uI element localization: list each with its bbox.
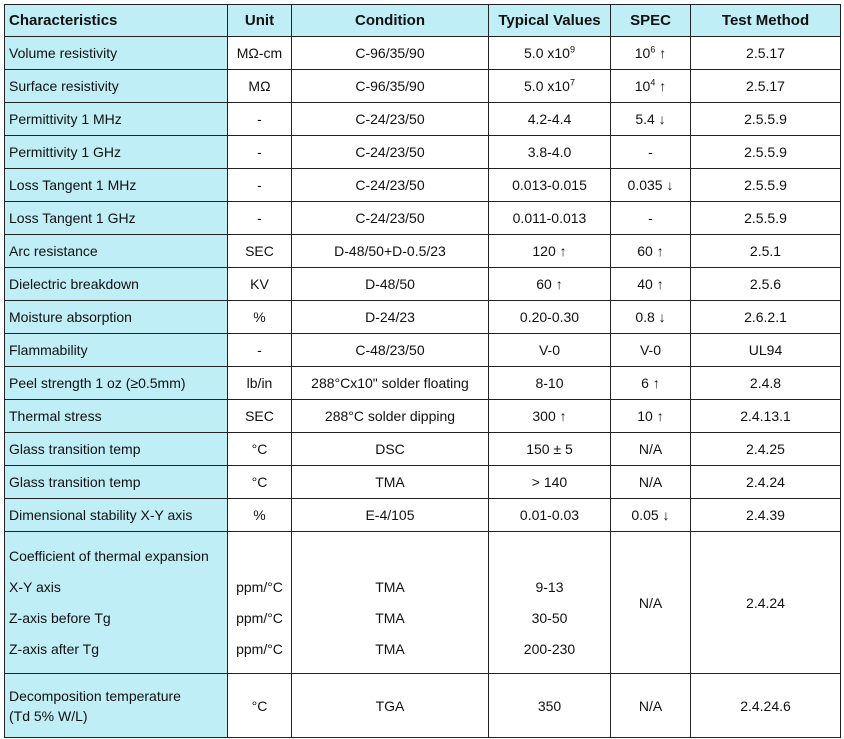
cte-line-typical: 200-230 (523, 641, 576, 657)
typical-cell: 150 ± 5 (489, 433, 611, 466)
unit-cell: - (228, 103, 292, 136)
cte-blank (296, 540, 484, 572)
characteristic-cell: Flammability (5, 334, 228, 367)
cte-unit-cell (228, 532, 292, 674)
method-cell: 2.5.6 (691, 268, 841, 301)
condition-cell: C-24/23/50 (292, 103, 489, 136)
typical-cell (489, 37, 611, 70)
method-cell: UL94 (691, 334, 841, 367)
cte-line-condition: TMA (375, 579, 405, 595)
spec-cell: - (611, 202, 691, 235)
cte-title: Coefficient of thermal expansion (9, 548, 209, 564)
cte-line-name: Z-axis after Tg (9, 641, 99, 657)
decomposition-name-line2: (Td 5% W/L) (9, 707, 88, 724)
cte-line-name: X-Y axis (9, 579, 61, 595)
unit-cell: MΩ (228, 70, 292, 103)
method-cell: 2.6.2.1 (691, 301, 841, 334)
spec-cell: 0.035 ↓ (611, 169, 691, 202)
cte-blank (493, 540, 606, 572)
header-condition: Condition (292, 5, 489, 37)
header-typical-values: Typical Values (489, 5, 611, 37)
method-cell: 2.4.13.1 (691, 400, 841, 433)
characteristic-cell: Dielectric breakdown (5, 268, 228, 301)
cte-line-unit: ppm/°C (236, 610, 283, 626)
unit-cell: °C (228, 433, 292, 466)
spec-cell: 0.05 ↓ (611, 499, 691, 532)
table-row (5, 70, 841, 103)
table-row (5, 433, 841, 466)
spec-exponent: 4 (650, 77, 656, 88)
condition-cell: TGA (292, 674, 489, 738)
condition-cell: D-48/50 (292, 268, 489, 301)
cte-blank (232, 540, 287, 572)
table-row (5, 367, 841, 400)
spec-exponent: 6 (650, 44, 656, 55)
typical-cell: 60 ↑ (489, 268, 611, 301)
typical-cell: 300 ↑ (489, 400, 611, 433)
cte-line-condition: TMA (375, 641, 405, 657)
typical-cell: 350 (489, 674, 611, 738)
unit-cell: °C (228, 466, 292, 499)
spec-cell: 0.8 ↓ (611, 301, 691, 334)
characteristic-cell: Dimensional stability X-Y axis (5, 499, 228, 532)
spec-cell: 10 ↑ (611, 400, 691, 433)
spec-base: 10 (634, 78, 651, 94)
spec-cell: V-0 (611, 334, 691, 367)
header-unit: Unit (228, 5, 292, 37)
unit-cell: lb/in (228, 367, 292, 400)
unit-cell: SEC (228, 235, 292, 268)
properties-table (4, 4, 841, 738)
unit-cell: - (228, 202, 292, 235)
condition-cell: D-24/23 (292, 301, 489, 334)
cte-typical-cell (489, 532, 611, 674)
characteristic-cell: Loss Tangent 1 MHz (5, 169, 228, 202)
spec-cell (611, 37, 691, 70)
condition-cell: 288°Cx10" solder floating (292, 367, 489, 400)
typical-cell: 0.011-0.013 (489, 202, 611, 235)
characteristic-cell: Arc resistance (5, 235, 228, 268)
characteristic-cell: Moisture absorption (5, 301, 228, 334)
typical-cell (489, 70, 611, 103)
decomposition-characteristic-cell (5, 674, 228, 738)
characteristic-cell: Thermal stress (5, 400, 228, 433)
table-row (5, 400, 841, 433)
header-spec: SPEC (611, 5, 691, 37)
unit-cell: % (228, 301, 292, 334)
typical-cell: 120 ↑ (489, 235, 611, 268)
unit-cell: - (228, 136, 292, 169)
condition-cell: C-24/23/50 (292, 136, 489, 169)
method-cell: 2.5.1 (691, 235, 841, 268)
typical-exponent: 9 (569, 44, 575, 55)
spec-cell (611, 70, 691, 103)
method-cell: 2.5.5.9 (691, 202, 841, 235)
typical-cell: 8-10 (489, 367, 611, 400)
unit-cell: MΩ-cm (228, 37, 292, 70)
table-row (5, 103, 841, 136)
method-cell: 2.5.5.9 (691, 103, 841, 136)
condition-cell: C-24/23/50 (292, 169, 489, 202)
characteristic-cell: Peel strength 1 oz (≥0.5mm) (5, 367, 228, 400)
characteristic-cell: Permittivity 1 MHz (5, 103, 228, 136)
table-row (5, 136, 841, 169)
condition-cell: TMA (292, 466, 489, 499)
condition-cell: DSC (292, 433, 489, 466)
characteristic-cell: Loss Tangent 1 GHz (5, 202, 228, 235)
table-row (5, 466, 841, 499)
condition-cell: C-48/23/50 (292, 334, 489, 367)
condition-cell: C-96/35/90 (292, 37, 489, 70)
method-cell: 2.4.24.6 (691, 674, 841, 738)
spec-cell: 40 ↑ (611, 268, 691, 301)
spec-arrow: ↑ (655, 78, 667, 94)
spec-cell: - (611, 136, 691, 169)
cte-line-name: Z-axis before Tg (9, 610, 111, 626)
cte-line-unit: ppm/°C (236, 579, 283, 595)
spec-base: 10 (634, 45, 651, 61)
decomposition-row (5, 674, 841, 738)
header-characteristics: Characteristics (5, 5, 228, 37)
table-row (5, 268, 841, 301)
table-row (5, 235, 841, 268)
table-row (5, 37, 841, 70)
table-row (5, 169, 841, 202)
method-cell: 2.4.25 (691, 433, 841, 466)
characteristic-cell: Volume resistivity (5, 37, 228, 70)
method-cell: 2.5.17 (691, 70, 841, 103)
header-row (5, 5, 841, 37)
cte-spec-cell: N/A (611, 532, 691, 674)
spec-cell: N/A (611, 466, 691, 499)
unit-cell: SEC (228, 400, 292, 433)
cte-line-unit: ppm/°C (236, 641, 283, 657)
spec-cell: 5.4 ↓ (611, 103, 691, 136)
unit-cell: % (228, 499, 292, 532)
condition-cell: D-48/50+D-0.5/23 (292, 235, 489, 268)
table-row (5, 301, 841, 334)
typical-exponent: 7 (569, 77, 575, 88)
cte-line-condition: TMA (375, 610, 405, 626)
table-row (5, 499, 841, 532)
unit-cell: - (228, 169, 292, 202)
condition-cell: C-96/35/90 (292, 70, 489, 103)
cte-condition-cell (292, 532, 489, 674)
unit-cell: - (228, 334, 292, 367)
typical-cell: 0.013-0.015 (489, 169, 611, 202)
spec-arrow: ↑ (655, 45, 667, 61)
characteristic-cell: Glass transition temp (5, 466, 228, 499)
typical-base: 5.0 x10 (524, 78, 570, 94)
typical-cell: 3.8-4.0 (489, 136, 611, 169)
method-cell: 2.4.24 (691, 466, 841, 499)
decomposition-name-line1: Decomposition temperature (9, 687, 181, 704)
unit-cell: °C (228, 674, 292, 738)
typical-base: 5.0 x10 (524, 45, 570, 61)
characteristic-cell: Permittivity 1 GHz (5, 136, 228, 169)
typical-cell: 0.01-0.03 (489, 499, 611, 532)
method-cell: 2.5.17 (691, 37, 841, 70)
table-row (5, 334, 841, 367)
typical-cell: 4.2-4.4 (489, 103, 611, 136)
cte-row (5, 532, 841, 674)
method-cell: 2.4.39 (691, 499, 841, 532)
characteristic-cell: Glass transition temp (5, 433, 228, 466)
typical-cell: V-0 (489, 334, 611, 367)
method-cell: 2.5.5.9 (691, 169, 841, 202)
cte-method-cell: 2.4.24 (691, 532, 841, 674)
spec-cell: 6 ↑ (611, 367, 691, 400)
spec-cell: 60 ↑ (611, 235, 691, 268)
cte-line-typical: 30-50 (531, 610, 568, 626)
characteristic-cell: Surface resistivity (5, 70, 228, 103)
method-cell: 2.4.8 (691, 367, 841, 400)
typical-cell: 0.20-0.30 (489, 301, 611, 334)
typical-cell: > 140 (489, 466, 611, 499)
method-cell: 2.5.5.9 (691, 136, 841, 169)
condition-cell: C-24/23/50 (292, 202, 489, 235)
condition-cell: 288°C solder dipping (292, 400, 489, 433)
spec-cell: N/A (611, 433, 691, 466)
cte-line-typical: 9-13 (535, 579, 564, 595)
table-row (5, 202, 841, 235)
unit-cell: KV (228, 268, 292, 301)
spec-cell: N/A (611, 674, 691, 738)
cte-characteristic-cell (5, 532, 228, 674)
condition-cell: E-4/105 (292, 499, 489, 532)
header-test-method: Test Method (691, 5, 841, 37)
